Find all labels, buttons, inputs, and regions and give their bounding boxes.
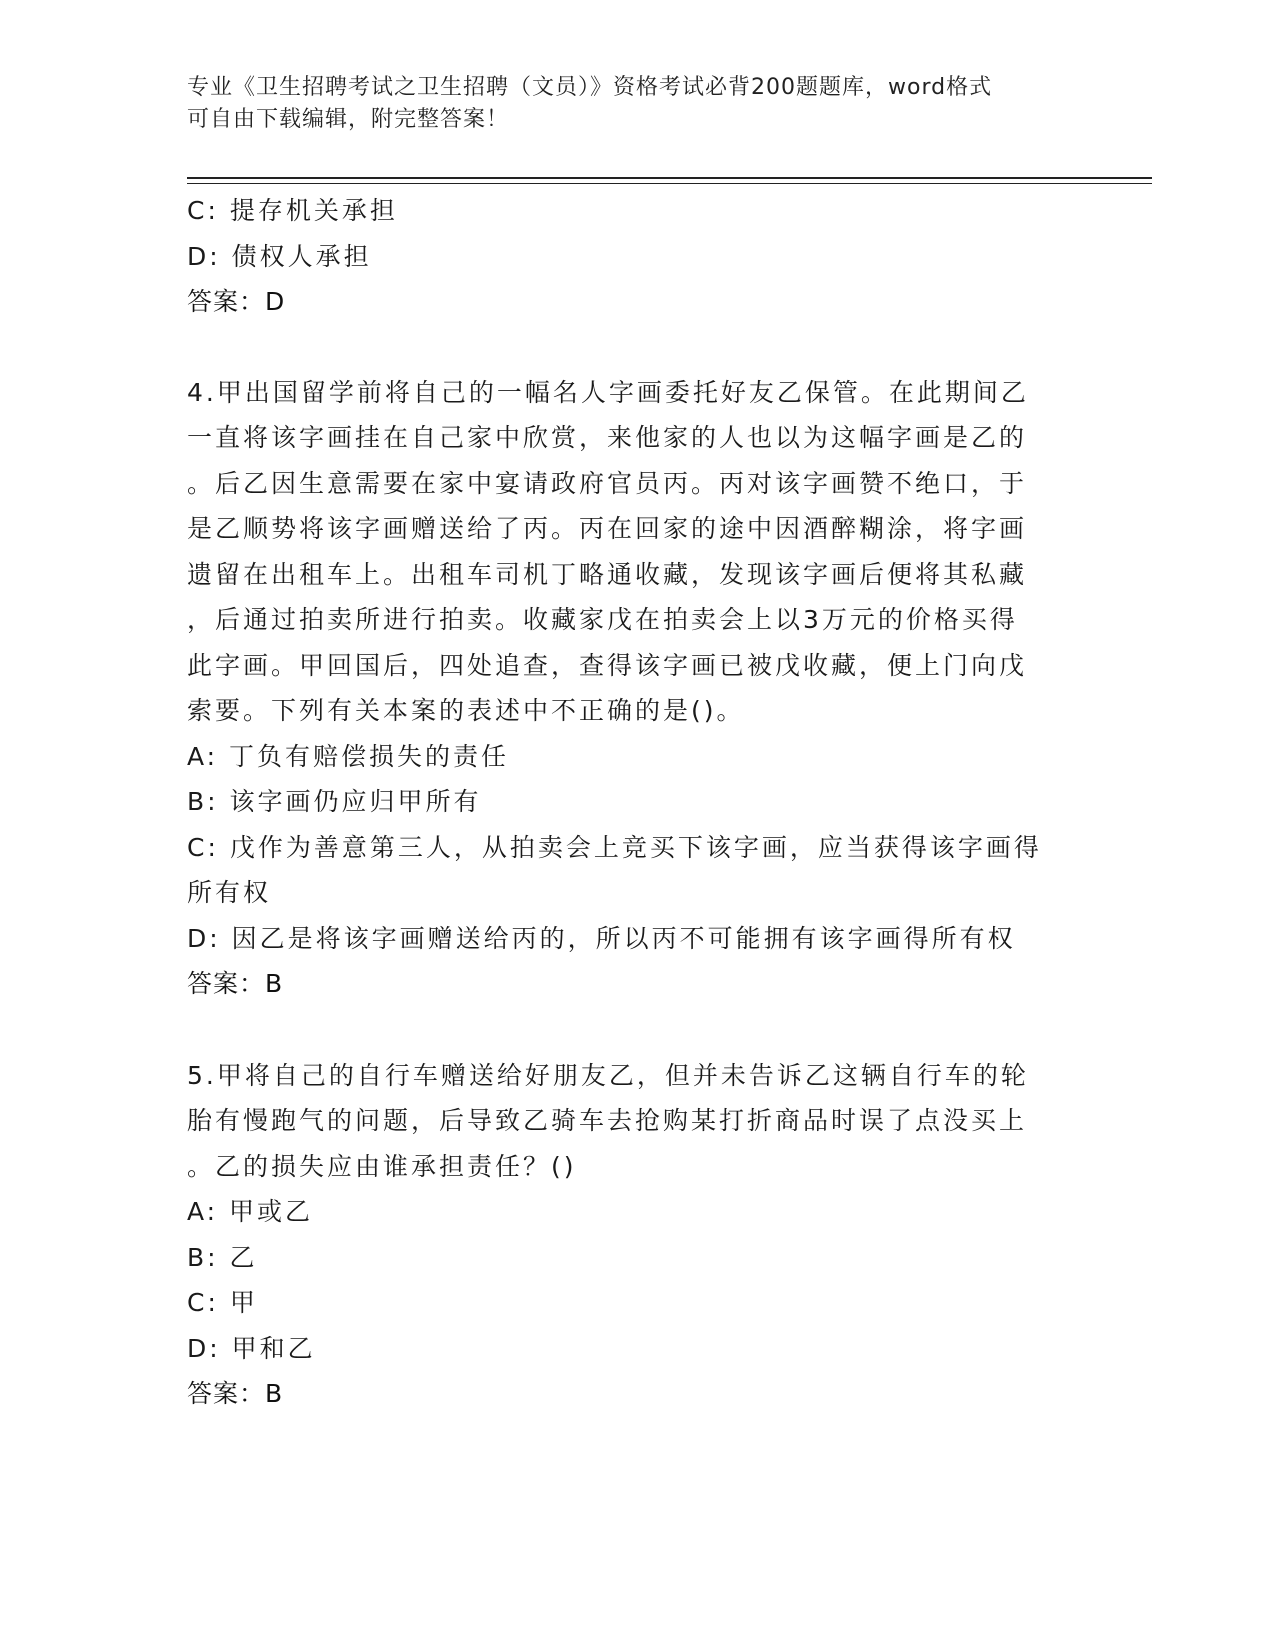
q4-option-b: B: 该字画仍应归甲所有 bbox=[187, 787, 482, 816]
question-5 bbox=[187, 1053, 1087, 1417]
q5-stem-line: 5.甲将自己的自行车赠送给好朋友乙，但并未告诉乙这辆自行车的轮 bbox=[187, 1060, 1029, 1090]
question-3 bbox=[187, 188, 1087, 325]
q3-option-d: D: 债权人承担 bbox=[187, 241, 372, 271]
q4-stem-line: 。后乙因生意需要在家中宴请政府官员丙。丙对该字画赞不绝口，于 bbox=[187, 468, 1028, 498]
q3-option-c: C: 提存机关承担 bbox=[187, 196, 398, 225]
q4-stem-line: 此字画。甲回国后，四处追查，查得该字画已被戊收藏，便上门向戊 bbox=[187, 650, 1028, 680]
q4-stem-line: 是乙顺势将该字画赠送给了丙。丙在回家的途中因酒醉糊涂，将字画 bbox=[187, 514, 1028, 543]
q5-option-b: B: 乙 bbox=[187, 1242, 258, 1272]
q3-answer: 答案：D bbox=[187, 287, 286, 316]
q4-stem-line: 一直将该字画挂在自己家中欣赏，来他家的人也以为这幅字画是乙的 bbox=[187, 423, 1028, 452]
q5-option-d: D: 甲和乙 bbox=[187, 1333, 316, 1363]
document-header bbox=[187, 72, 1067, 136]
q4-stem-line: ，后通过拍卖所进行拍卖。收藏家戊在拍卖会上以3万元的价格买得 bbox=[187, 605, 1018, 634]
question-spacer bbox=[187, 325, 1087, 370]
question-spacer bbox=[187, 1007, 1087, 1053]
q4-option-c: C: 戊作为善意第三人，从拍卖会上竞买下该字画，应当获得该字画得 bbox=[187, 832, 1042, 862]
q5-option-a: A: 甲或乙 bbox=[187, 1197, 314, 1226]
header-title-line-1: 专业《卫生招聘考试之卫生招聘（文员）》资格考试必背200题题库，word格式 bbox=[187, 75, 993, 100]
header-divider-thin bbox=[187, 183, 1152, 184]
header-divider-thick bbox=[187, 177, 1152, 179]
q5-option-c: C: 甲 bbox=[187, 1288, 258, 1317]
q4-option-a: A: 丁负有赔偿损失的责任 bbox=[187, 741, 510, 771]
q5-stem-line: 。乙的损失应由谁承担责任？() bbox=[187, 1151, 577, 1181]
q4-option-d: D: 因乙是将该字画赠送给丙的，所以丙不可能拥有该字画得所有权 bbox=[187, 923, 1016, 953]
q4-stem-line: 索要。下列有关本案的表述中不正确的是()。 bbox=[187, 696, 745, 725]
q4-stem-line: 遗留在出租车上。出租车司机丁略通收藏，发现该字画后便将其私藏 bbox=[187, 559, 1028, 589]
header-title-line-2: 可自由下载编辑，附完整答案！ bbox=[187, 107, 510, 132]
q4-option-c-continuation: 所有权 bbox=[187, 878, 272, 907]
q4-answer: 答案：B bbox=[187, 969, 284, 998]
q5-stem-line: 胎有慢跑气的问题，后导致乙骑车去抢购某打折商品时误了点没买上 bbox=[187, 1106, 1028, 1135]
q4-stem-line: 4.甲出国留学前将自己的一幅名人字画委托好友乙保管。在此期间乙 bbox=[187, 377, 1029, 407]
question-4 bbox=[187, 370, 1087, 1007]
question-list bbox=[187, 188, 1087, 1417]
q5-answer: 答案：B bbox=[187, 1379, 284, 1408]
